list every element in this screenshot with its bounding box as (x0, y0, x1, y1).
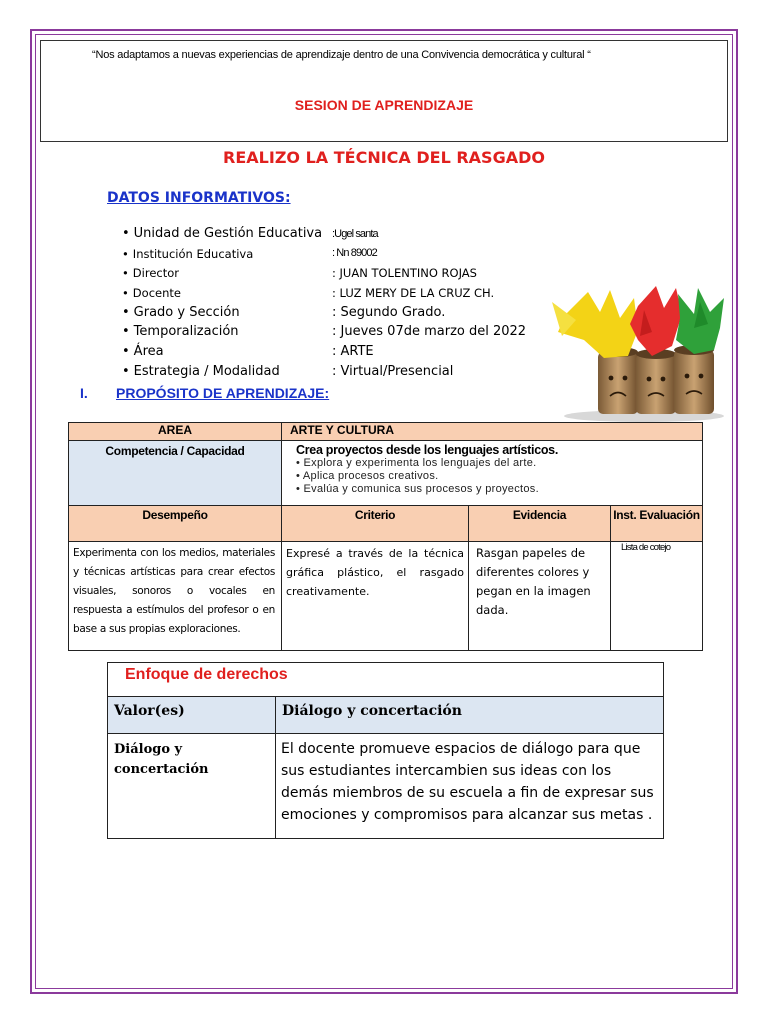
header-desempeno: Desempeño (69, 506, 282, 542)
table-row (69, 423, 703, 441)
area-label: AREA (69, 423, 282, 441)
info-value: : Jueves 07de marzo del 2022 (332, 324, 527, 340)
info-label: • Estrategia / Modalidad (122, 364, 280, 379)
capacidad-item: • Aplica procesos creativos. (296, 470, 439, 482)
desempeno-cell: Experimenta con los medios, materiales y técnicas artísticas para crear efectos visuales, sonoros o vocales en respuesta a estímulos del profesor o en base a sus propias exploraciones. (69, 542, 282, 651)
info-label: • Unidad de Gestión Educativa (122, 226, 322, 241)
valor-cell: Diálogo y concertación (108, 734, 276, 839)
info-value: :Ugel santa (332, 228, 378, 240)
motto-text: “Nos adaptamos a nuevas experiencias de aprendizaje dentro de una Convivencia democrática y cultural “ (92, 49, 591, 61)
info-label: • Grado y Sección (122, 305, 240, 320)
capacidad-item: • Evalúa y comunica sus procesos y proyectos. (296, 483, 539, 495)
craft-photo (548, 284, 726, 424)
info-label: • Director (122, 266, 179, 280)
table-row (108, 663, 664, 697)
header-evidencia: Evidencia (469, 506, 611, 542)
info-label: • Institución Educativa (122, 247, 253, 261)
enfoque-table (107, 662, 664, 839)
inst-cell: Lista de cotejo (611, 542, 703, 651)
info-value: : Virtual/Presencial (332, 363, 454, 379)
table-row (108, 734, 664, 839)
info-label: • Temporalización (122, 324, 239, 339)
header-criterio: Criterio (282, 506, 469, 542)
table-header-row (108, 697, 664, 734)
info-value: : JUAN TOLENTINO ROJAS (332, 266, 477, 281)
enfoque-title: Enfoque de derechos (108, 663, 664, 697)
proposito-table (68, 422, 703, 651)
competencia-label: Competencia / Capacidad (69, 441, 282, 506)
info-label: • Área (122, 344, 164, 359)
area-value: ARTE Y CULTURA (282, 423, 703, 441)
evidencia-cell: Rasgan papeles de diferentes colores y pegan en la imagen dada. (469, 542, 611, 651)
section-number: I. (80, 385, 88, 401)
valor-description: El docente promueve espacios de diálogo para que sus estudiantes intercambien sus ideas con los demás miembros de su escuela a fin de expresar sus emociones y compromisos para alcanzar sus metas . (276, 734, 664, 839)
table-row (69, 441, 703, 506)
valor-header: Valor(es) (108, 697, 276, 734)
proposito-heading: PROPÓSITO DE APRENDIZAJE: (116, 385, 330, 401)
datos-heading: DATOS INFORMATIVOS: (107, 190, 291, 206)
table-row (69, 542, 703, 651)
info-label: • Docente (122, 286, 181, 300)
competencia-title: Crea proyectos desde los lenguajes artísticos. (296, 443, 559, 457)
info-value: : Nn 89002 (332, 246, 377, 259)
valor-header-value: Diálogo y concertación (276, 697, 664, 734)
competencia-cell (282, 441, 703, 506)
info-value: : LUZ MERY DE LA CRUZ CH. (332, 286, 495, 301)
page-title: REALIZO LA TÉCNICA DEL RASGADO (223, 148, 545, 167)
capacidad-item: • Explora y experimenta los lenguajes del arte. (296, 457, 537, 469)
info-value: : Segundo Grado. (332, 304, 446, 320)
header-inst: Inst. Evaluación (611, 506, 703, 542)
session-title: SESION DE APRENDIZAJE (294, 97, 474, 113)
info-value: : ARTE (332, 344, 374, 360)
criterio-cell: Expresé a través de la técnica gráfica plástico, el rasgado creativamente. (282, 542, 469, 651)
table-header-row (69, 506, 703, 542)
